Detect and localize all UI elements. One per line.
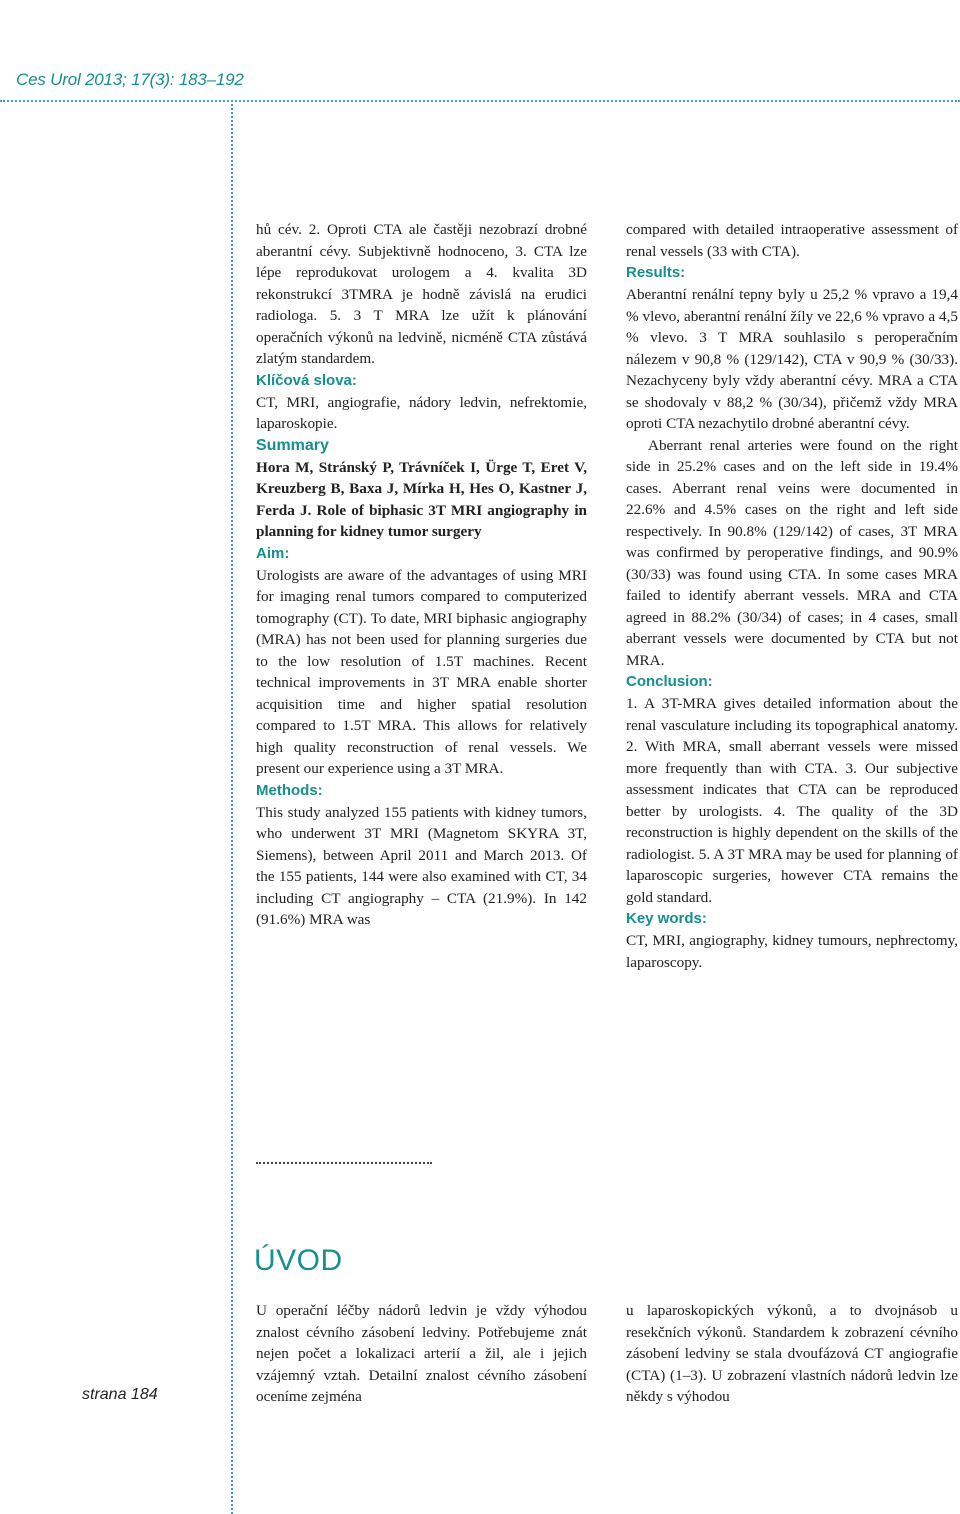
intro-text-2: u laparoskopických výkonů, a to dvojnásob u resekčních výkonů. Standardem k zobrazení cévního zásobení ledviny se stala dvoufázová CT angiografie (CTA) (1–3). U zobrazení vlastních nádorů ledvin lze někdy s výhodou	[626, 1302, 958, 1405]
journal-reference: Ces Urol 2013; 17(3): 183–192	[16, 70, 244, 89]
methods-heading: Methods:	[256, 781, 323, 799]
keywords-en-heading: Key words:	[626, 910, 707, 927]
intro-heading: ÚVOD	[254, 1244, 343, 1277]
aim-text: Urologists are aware of the advantages of using MRI for imaging renal tumors compared to computerized tomography (CT). To date, MRI biphasic angiography (MRA) has not been used for planning surgeries due to the low resolution of 1.5T machines. Recent technical improvements in 3T MRA enable shorter acquisition time and higher spatial resolution compared to 1.5T MRA. This allows for relatively high quality reconstruction of renal vessels. We present our experience using a 3T MRA.	[256, 566, 587, 777]
page-number: strana 184	[82, 1386, 158, 1403]
results-cz: Aberantní renální tepny byly u 25,2 % vpravo a 19,4 % vlevo, aberantní renální žíly ve 22,6 % vpravo a 4,5 % vlevo. 3 T MRA souhlasilo s peroperačním nálezem v 90,8 % (129/142), CTA v 90,9 % (30/33). Nezachyceny byly vždy aberantní cévy. MRA a CTA se shodovaly v 88,2 % (30/34), přičemž vždy MRA oproti CTA nezachytilo drobné aberantní cévy.	[626, 286, 958, 432]
summary-heading: Summary	[256, 436, 329, 454]
keywords-cz: CT, MRI, angiografie, nádory ledvin, nefrektomie, laparoskopie.	[256, 393, 587, 432]
intro-column-1	[256, 1300, 587, 1408]
intro-column-2	[626, 1300, 958, 1408]
conclusion-heading: Conclusion:	[626, 673, 713, 690]
keywords-cz-heading: Klíčová slova:	[256, 371, 357, 389]
results-en: Aberrant renal arteries were found on the right side in 25.2% cases and on the left side in 19.4% cases. Aberrant renal veins were documented in 22.6% and 4.5% cases on the right and left side respectively. In 90.8% (129/142) of cases, 3T MRA was confirmed by peroperative findings, and 90.9% (30/33) was found using CTA. In some cases MRA failed to identify aberrant vessels. MRA and CTA agreed in 88.2% (30/34) of cases; in 4 cases, small aberrant vessels were documented by CTA but not MRA.	[626, 436, 958, 669]
results-heading: Results:	[626, 264, 686, 281]
summary-citation: Hora M, Stránský P, Trávníček I, Ürge T, Eret V, Kreuzberg B, Baxa J, Mírka H, Hes O, Kastner J, Ferda J. Role of biphasic 3T MRI angiography in planning for kidney tumor surgery	[256, 458, 587, 540]
methods-text-end: compared with detailed intraoperative assessment of renal vessels (33 with CTA).	[626, 221, 958, 260]
aim-heading: Aim:	[256, 544, 290, 562]
right-column	[626, 219, 958, 973]
intro-text-1: U operační léčby nádorů ledvin je vždy výhodou znalost cévního zásobení ledviny. Potřebujeme znát nejen počet a lokalizaci arterií a žil, ale i jejich vzájemný vztah. Detailní znalost cévního zásobení oceníme zejména	[256, 1302, 587, 1405]
czech-abstract-end: hů cév. 2. Oproti CTA ale častěji nezobrazí drobné aberantní cévy. Subjektivně hodnoceno, 3. CTA lze lépe reprodukovat urologem a 4. kvalita 3D rekonstrukcí 3TMRA je hodně závislá na erudici radiologa. 5. 3 T MRA lze užít k plánování operačních výkonů na ledvině, nicméně CTA zůstává zlatým standardem.	[256, 221, 587, 367]
footnote-separator	[256, 1162, 432, 1164]
margin-divider	[231, 100, 233, 1514]
conclusion-text: 1. A 3T-MRA gives detailed information about the renal vasculature including its topographical anatomy. 2. With MRA, small aberrant vessels were missed more frequently than with CTA. 3. Our subjective assessment indicates that CTA can be reproduced better by urologists. 4. The quality of the 3D reconstruction is highly dependent on the skills of the radiologist. 5. A 3T MRA may be used for planning of laparoscopic surgeries, however CTA remains the gold standard.	[626, 695, 958, 906]
header-divider	[0, 100, 960, 102]
left-column	[256, 219, 587, 931]
keywords-en: CT, MRI, angiography, kidney tumours, nephrectomy, laparoscopy.	[626, 932, 958, 971]
methods-text: This study analyzed 155 patients with kidney tumors, who underwent 3T MRI (Magnetom SKYRA 3T, Siemens), between April 2011 and March 2013. Of the 155 patients, 144 were also examined with CT, 34 including CT angiography – CTA (21.9%). In 142 (91.6%) MRA was	[256, 803, 587, 928]
